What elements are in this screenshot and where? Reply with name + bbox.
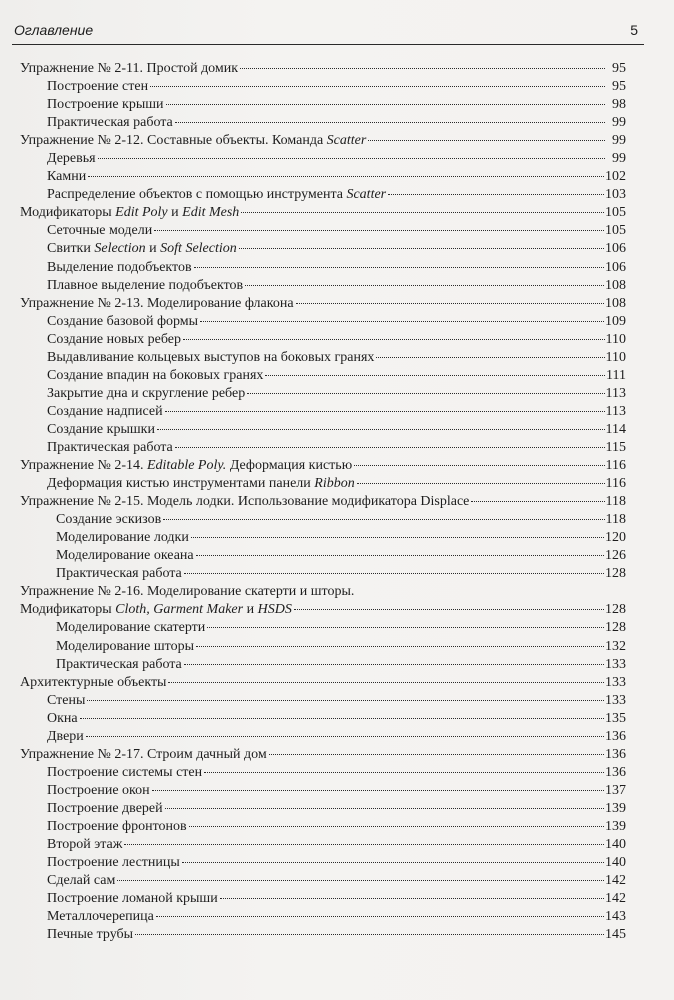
dot-leader <box>165 411 605 412</box>
toc-entry-title <box>20 583 354 601</box>
toc-entry-title <box>20 493 469 511</box>
toc-entry-title <box>47 277 243 295</box>
toc-entry-title-part: Создание крышки <box>47 421 155 437</box>
toc-page-number: 136 <box>605 746 626 762</box>
toc-section-entry[interactable] <box>20 493 626 511</box>
toc-subsection-entry[interactable] <box>20 96 626 114</box>
toc-page-number: 109 <box>605 313 626 329</box>
toc-entry-title <box>47 367 263 385</box>
toc-subsection-entry[interactable] <box>20 222 626 240</box>
toc-entry-title <box>47 782 150 800</box>
toc-entry-title-part: Выделение подобъектов <box>47 259 192 275</box>
toc-entry-title <box>20 204 239 222</box>
toc-section-entry[interactable] <box>20 204 626 222</box>
toc-entry-title-part: Упражнение № 2-13. Моделирование флакона <box>20 295 294 311</box>
toc-entry-title-part: Scatter <box>326 133 367 149</box>
toc-entry-title-part: Упражнение № 2-17. Строим дачный дом <box>20 746 267 762</box>
toc-subsection-entry[interactable] <box>20 926 626 944</box>
toc-entry-title-part: Упражнение № 2-14. <box>20 458 147 474</box>
toc-entry-title-part: Модификаторы <box>20 205 116 221</box>
toc-entry-title-part: Закрытие дна и скругление ребер <box>47 385 246 401</box>
toc-page-number: 105 <box>605 205 626 221</box>
toc-subsection-entry[interactable] <box>20 565 626 583</box>
dot-leader <box>191 537 604 538</box>
toc-page-number: 111 <box>606 367 626 383</box>
toc-page-number: 135 <box>605 710 626 726</box>
dot-leader <box>165 808 604 809</box>
toc-subsection-entry[interactable] <box>20 313 626 331</box>
dot-leader <box>163 519 604 520</box>
toc-entry-title <box>47 114 173 132</box>
toc-page-number: 95 <box>612 79 626 95</box>
toc-page-number: 113 <box>605 385 626 401</box>
toc-page-number: 143 <box>605 909 626 925</box>
toc-entry-title <box>47 78 148 96</box>
toc-entry-title <box>56 529 189 547</box>
toc-entry-title <box>47 710 78 728</box>
toc-subsection-entry[interactable] <box>20 872 626 890</box>
toc-page-number: 132 <box>605 638 626 654</box>
toc-page-number: 108 <box>605 277 626 293</box>
dot-leader <box>168 682 604 683</box>
toc-entry-title <box>47 259 192 277</box>
toc-entry-title-part: Деревья <box>47 151 96 167</box>
toc-entry-title <box>47 240 237 258</box>
toc-entry-title-part: Edit Poly <box>115 205 168 221</box>
toc-page-number: 118 <box>605 512 626 528</box>
toc-section-entry[interactable] <box>20 132 626 150</box>
toc-entry-title-part: Окна <box>47 710 78 726</box>
toc-subsection-entry[interactable] <box>20 710 626 728</box>
dot-leader <box>189 826 604 827</box>
header-title: Оглавление <box>14 22 94 38</box>
toc-entry-title-part: Cloth, Garment Maker <box>115 602 244 618</box>
dot-leader <box>175 122 605 123</box>
toc-entry-title-part: Упражнение № 2-11. Простой домик <box>20 61 239 76</box>
toc-page-number: 110 <box>605 349 626 365</box>
toc-entry-title <box>47 836 122 854</box>
toc-entry-title-part: Моделирование скатерти <box>56 620 206 636</box>
toc-subsection-entry[interactable] <box>20 547 626 565</box>
toc-subsection-entry[interactable] <box>20 367 626 385</box>
toc-page-number: 133 <box>605 656 626 672</box>
toc-entry-title <box>47 692 85 710</box>
toc-entry-title <box>47 926 133 944</box>
toc-subsection-entry[interactable] <box>20 656 626 674</box>
toc-entry-title <box>47 186 386 204</box>
toc-section-entry[interactable] <box>20 60 626 78</box>
toc-entry-title-part: Selection <box>94 241 146 257</box>
toc-subsection-entry[interactable] <box>20 259 626 277</box>
toc-entry-title <box>20 295 294 313</box>
toc-entry-title <box>56 511 161 529</box>
toc-entry-title-part: Камни <box>47 169 87 185</box>
dot-leader <box>182 862 604 863</box>
toc-page-number: 133 <box>605 692 626 708</box>
toc-entry-title-part: Архитектурные объекты <box>20 674 167 690</box>
toc-section-entry[interactable] <box>20 601 626 619</box>
toc-entry-title-part: Создание новых ребер <box>47 331 182 347</box>
toc-entry-title <box>20 457 352 475</box>
toc-page-number: 115 <box>605 439 626 455</box>
dot-leader <box>204 772 604 773</box>
toc-entry-title-part: и <box>145 241 161 257</box>
dot-leader <box>200 321 604 322</box>
toc-entry-title <box>47 222 152 240</box>
dot-leader <box>241 212 604 213</box>
toc-entry-title-part: Edit Mesh <box>182 205 240 221</box>
toc-entry-title <box>56 638 194 656</box>
toc-entry-title-part: Модификаторы <box>20 602 116 618</box>
toc-subsection-entry[interactable] <box>20 908 626 926</box>
toc-entry-title <box>20 601 292 619</box>
toc-entry-title <box>20 60 238 78</box>
toc-entry-title-part: Практическая работа <box>47 115 173 131</box>
toc-entry-title <box>56 565 182 583</box>
dot-leader <box>239 248 604 249</box>
toc-subsection-entry[interactable] <box>20 692 626 710</box>
toc-subsection-entry[interactable] <box>20 349 626 367</box>
toc-subsection-entry[interactable] <box>20 114 626 132</box>
dot-leader <box>354 465 604 466</box>
toc-entry-title-part: Soft Selection <box>160 241 237 257</box>
toc-entry-title <box>56 547 194 565</box>
toc-entry-title <box>47 331 181 349</box>
toc-page-number: 136 <box>605 728 626 744</box>
toc-entry-title <box>47 800 163 818</box>
toc-page-number: 126 <box>605 548 626 564</box>
toc-page-number: 102 <box>605 169 626 185</box>
toc-subsection-entry[interactable] <box>20 385 626 403</box>
toc-entry-title-part: Моделирование океана <box>56 548 194 564</box>
toc-page-number: 120 <box>605 530 626 546</box>
toc-entry-title-part: Построение крыши <box>47 97 164 113</box>
toc-entry-title-part: Металлочерепица <box>47 909 154 925</box>
toc-entry-title-part: Распределение объектов с помощью инструмента <box>47 187 347 203</box>
toc-entry-title-part: Построение дверей <box>47 800 163 816</box>
toc-page-number: 108 <box>605 295 626 311</box>
dot-leader <box>87 700 604 701</box>
toc-entry-title-part: Упражнение № 2-15. Модель лодки. Использование модификатора Displace <box>20 494 470 510</box>
toc-entry-title-part: Ribbon <box>314 476 355 492</box>
toc-entry-title-part: HSDS <box>257 602 292 618</box>
toc-entry-title-part: и <box>167 205 183 221</box>
toc-entry-title <box>47 475 355 493</box>
dot-leader <box>196 555 604 556</box>
toc-entry-title <box>20 746 267 764</box>
toc-entry-title <box>56 619 205 637</box>
toc-entry-title <box>47 96 164 114</box>
toc-entry-title <box>47 150 96 168</box>
dot-leader <box>196 646 604 647</box>
toc-page-number: 128 <box>605 602 626 618</box>
toc-page-number: 145 <box>605 927 626 943</box>
toc-subsection-entry[interactable] <box>20 439 626 457</box>
toc-entry-title <box>47 168 86 186</box>
toc-page-number: 113 <box>605 403 626 419</box>
dot-leader <box>357 483 605 484</box>
dot-leader <box>150 86 605 87</box>
toc-page-number: 137 <box>605 782 626 798</box>
toc-entry-title-part: Editable Poly. <box>146 458 227 474</box>
dot-leader <box>247 393 604 394</box>
toc-page-number: 133 <box>605 674 626 690</box>
toc-subsection-entry[interactable] <box>20 421 626 439</box>
toc-entry-title <box>47 890 218 908</box>
toc-entry-title-part: Построение фронтонов <box>47 818 187 834</box>
toc-subsection-entry[interactable] <box>20 78 626 96</box>
dot-leader <box>220 898 604 899</box>
toc-page-number: 128 <box>605 566 626 582</box>
toc-entry-title-part: Сделай сам <box>47 873 116 889</box>
toc-page-number: 106 <box>605 241 626 257</box>
dot-leader <box>294 609 604 610</box>
dot-leader <box>117 880 604 881</box>
toc-page-number: 95 <box>612 61 626 76</box>
toc-entry-title-part: Практическая работа <box>56 656 182 672</box>
toc-page-number: 142 <box>605 891 626 907</box>
toc-subsection-entry[interactable] <box>20 529 626 547</box>
toc-entry-title <box>56 656 182 674</box>
toc-entry-title-part: Печные трубы <box>47 927 134 943</box>
toc-subsection-entry[interactable] <box>20 638 626 656</box>
toc-page-number: 140 <box>605 837 626 853</box>
dot-leader <box>98 158 605 159</box>
toc-page-number: 103 <box>605 187 626 203</box>
dot-leader <box>80 718 604 719</box>
toc-page-number: 136 <box>605 764 626 780</box>
toc-subsection-entry[interactable] <box>20 836 626 854</box>
toc-page-number: 98 <box>612 97 626 113</box>
toc-entry-title-part: Деформация кистью инструментами панели <box>47 476 315 492</box>
toc-page-number: 116 <box>605 458 626 474</box>
toc-entry-title-part: Моделирование лодки <box>56 530 189 546</box>
toc-entry-title <box>47 728 84 746</box>
toc-subsection-entry[interactable] <box>20 150 626 168</box>
dot-leader <box>88 176 604 177</box>
toc-subsection-entry[interactable] <box>20 764 626 782</box>
toc-section-entry[interactable] <box>20 295 626 313</box>
dot-leader <box>194 267 604 268</box>
toc-subsection-entry[interactable] <box>20 475 626 493</box>
toc-page-number: 142 <box>605 873 626 889</box>
toc-subsection-entry[interactable] <box>20 277 626 295</box>
header-page-number: 5 <box>630 22 638 38</box>
toc-entry-title-part: Плавное выделение подобъектов <box>47 277 244 293</box>
dot-leader <box>207 627 604 628</box>
toc-entry-title-part: Второй этаж <box>47 837 123 853</box>
toc-entry-title <box>47 385 245 403</box>
toc-subsection-entry[interactable] <box>20 619 626 637</box>
toc-subsection-entry[interactable] <box>20 331 626 349</box>
toc-page-number: 118 <box>605 494 626 510</box>
toc-entry-title-part: Построение окон <box>47 782 150 798</box>
dot-leader <box>265 375 605 376</box>
dot-leader <box>157 429 605 430</box>
dot-leader <box>184 664 604 665</box>
toc-entry-title-part: Построение ломаной крыши <box>47 891 218 907</box>
toc-entry-title <box>47 349 374 367</box>
dot-leader <box>184 573 604 574</box>
toc-subsection-entry[interactable] <box>20 782 626 800</box>
toc-entry-title-part: Построение стен <box>47 79 149 95</box>
toc-entry-title-part: Построение системы стен <box>47 764 203 780</box>
toc-subsection-entry[interactable] <box>20 403 626 421</box>
toc-entry-title <box>47 403 163 421</box>
dot-leader <box>156 916 604 917</box>
toc-entry-title-part: Упражнение № 2-12. Составные объекты. Команда <box>20 133 327 149</box>
toc-page-number: 99 <box>612 115 626 131</box>
toc-entry-title <box>20 674 166 692</box>
dot-leader <box>471 501 604 502</box>
toc-entry-title-part: Моделирование шторы <box>56 638 194 654</box>
dot-leader <box>245 285 604 286</box>
toc-entry-title-part: Создание впадин на боковых гранях <box>47 367 264 383</box>
dot-leader <box>124 844 604 845</box>
toc-entry-title-part: Упражнение № 2-16. Моделирование скатерти и шторы. <box>20 584 355 600</box>
dot-leader <box>296 303 604 304</box>
toc-section-entry[interactable] <box>20 674 626 692</box>
dot-leader <box>183 339 604 340</box>
toc-page-number: 110 <box>605 331 626 347</box>
page-header <box>12 22 644 45</box>
toc-page-number: 99 <box>612 151 626 167</box>
toc-entry-title-part: Построение лестницы <box>47 855 180 871</box>
toc-entry-title <box>47 872 115 890</box>
toc-entry-title <box>47 439 173 457</box>
dot-leader <box>175 447 605 448</box>
toc-entry-title <box>47 421 155 439</box>
toc-entry-title-part: Создание надписей <box>47 403 163 419</box>
toc-entry-title <box>47 313 198 331</box>
dot-leader <box>376 357 604 358</box>
toc-entry-title-part: Стены <box>47 692 86 708</box>
toc-page-number: 139 <box>605 800 626 816</box>
toc-page-number: 106 <box>605 259 626 275</box>
toc-entry-title-part: Двери <box>47 728 84 744</box>
toc-entry-title-part: Практическая работа <box>47 439 173 455</box>
toc-entry-title <box>47 764 202 782</box>
toc-entry-title-part: Создание эскизов <box>56 512 162 528</box>
dot-leader <box>86 736 604 737</box>
toc-entry-title-part: и <box>243 602 258 618</box>
toc-subsection-entry[interactable] <box>20 818 626 836</box>
toc-section-entry[interactable] <box>20 746 626 764</box>
toc-subsection-entry[interactable] <box>20 890 626 908</box>
toc-subsection-entry[interactable] <box>20 728 626 746</box>
toc-subsection-entry[interactable] <box>20 854 626 872</box>
toc-subsection-entry[interactable] <box>20 800 626 818</box>
toc-entry-title <box>47 908 154 926</box>
toc-page-number: 105 <box>605 223 626 239</box>
dot-leader <box>135 934 604 935</box>
toc-entry-title-part: Scatter <box>346 187 387 203</box>
toc-entry-title-part: Создание базовой формы <box>47 313 199 329</box>
table-of-contents <box>20 60 626 944</box>
dot-leader <box>269 754 604 755</box>
dot-leader <box>154 230 604 231</box>
dot-leader <box>240 68 605 69</box>
toc-entry-title-part: Деформация кистью <box>226 458 353 474</box>
toc-entry-title <box>47 854 180 872</box>
dot-leader <box>166 104 605 105</box>
toc-subsection-entry[interactable] <box>20 240 626 258</box>
toc-subsection-entry[interactable] <box>20 511 626 529</box>
toc-entry-title-part: Сеточные модели <box>47 223 153 239</box>
dot-leader <box>368 140 605 141</box>
toc-section-entry[interactable] <box>20 457 626 475</box>
toc-entry-title-part: Выдавливание кольцевых выступов на боковых гранях <box>47 349 375 365</box>
toc-page-number: 114 <box>605 421 626 437</box>
toc-page-number: 140 <box>605 855 626 871</box>
toc-entry-title-part: Практическая работа <box>56 566 182 582</box>
toc-entry-title-part: Свитки <box>47 241 95 257</box>
dot-leader <box>388 194 604 195</box>
dot-leader <box>152 790 604 791</box>
toc-page-number: 99 <box>612 133 626 149</box>
toc-section-entry[interactable] <box>20 583 626 601</box>
toc-subsection-entry[interactable] <box>20 168 626 186</box>
toc-page-number: 128 <box>605 620 626 636</box>
toc-subsection-entry[interactable] <box>20 186 626 204</box>
toc-page-number: 116 <box>605 476 626 492</box>
toc-page-number: 139 <box>605 818 626 834</box>
toc-entry-title <box>20 132 366 150</box>
toc-entry-title <box>47 818 187 836</box>
